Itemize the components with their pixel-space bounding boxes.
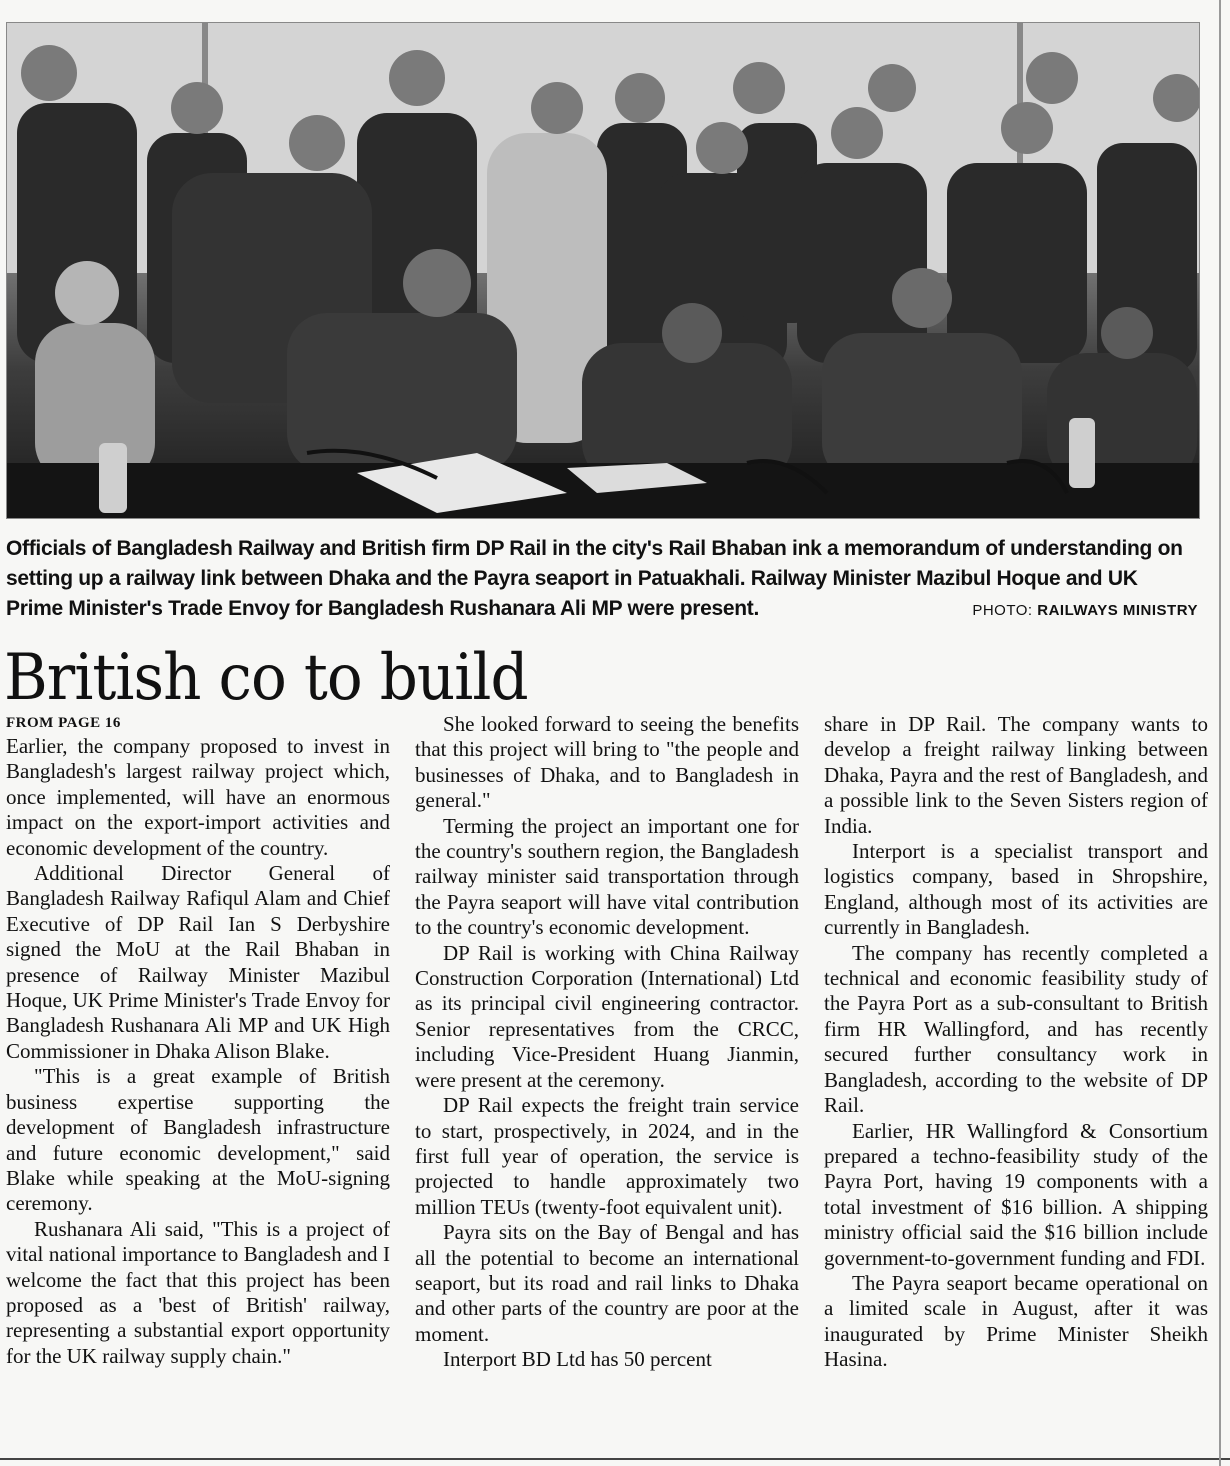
article-column-3	[824, 712, 1208, 1373]
from-page-label: FROM PAGE 16	[6, 715, 121, 731]
article-column-1	[6, 712, 390, 1369]
photo-credit	[972, 596, 1198, 626]
paragraph: The company has recently completed a technical and economic feasibility study of the Payra Port as a sub-consultant to British firm HR Wallingford, and has recently secured further consultancy work in Bangladesh, according to the website of DP Rail.	[824, 940, 1208, 1118]
paragraph: Additional Director General of Bangladesh Railway Rafiqul Alam and Chief Executive of DP Rail Ian S Derbyshire signed the MoU at the Rail Bhaban in presence of Railway Minister Mazibul Hoque, UK Prime Minister's Trade Envoy for Bangladesh Rushanara Ali MP and UK High Commissioner in Dhaka Alison Blake.	[6, 861, 390, 1063]
photo-illustration	[7, 23, 1199, 518]
paragraph: Interport BD Ltd has 50 percent	[443, 1347, 712, 1372]
news-photo	[6, 22, 1200, 519]
article-column-2	[415, 712, 799, 1373]
article-headline: British co to build	[4, 641, 528, 715]
paragraph: Payra sits on the Bay of Bengal and has all the potential to become an international seaport, but its road and rail links to Dhaka and other parts of the country are poor at the moment.	[415, 1220, 799, 1346]
paragraph: Rushanara Ali said, "This is a project of vital national importance to Bangladesh and I welcome the fact that this project has been proposed as a 'best of British' railway, representing a substantial export opportunity for the UK railway supply chain."	[6, 1216, 390, 1368]
paragraph: She looked forward to seeing the benefits that this project will bring to "the people and businesses of Dhaka, and to Bangladesh in general."	[415, 712, 799, 813]
paragraph: Interport is a specialist transport and logistics company, based in Shropshire, England, although most of its activities are currently in Bangladesh.	[824, 839, 1208, 940]
bottom-divider	[0, 1458, 1230, 1460]
paragraph: "This is a great example of British business expertise supporting the development of Bangladesh infrastructure and future economic development," said Blake while speaking at the MoU-signing ceremony.	[6, 1064, 390, 1216]
paragraph: Terming the project an important one for the country's southern region, the Bangladesh railway minister said transportation through the Payra seaport will have vital contribution to the country's economic development.	[415, 813, 799, 940]
credit-label: PHOTO:	[972, 602, 1033, 619]
paragraph: The Payra seaport became operational on a limited scale in August, after it was inaugurated by Prime Minister Sheikh Hasina.	[824, 1270, 1208, 1372]
page-edge-divider	[1219, 0, 1221, 1466]
caption-text: Officials of Bangladesh Railway and British firm DP Rail in the city's Rail Bhaban ink a memorandum of understanding on setting up a railway link between Dhaka and the Payra seaport in Patuakhali. Railway Minister Mazibul Hoque and UK Prime Minister's Trade Envoy for Bangladesh Rushanara Ali MP were present.	[6, 537, 1183, 620]
paragraph: Earlier, the company proposed to invest in Bangladesh's largest railway project which, once implemented, will have an enormous impact on the export-import activities and economic development of the country.	[6, 734, 390, 860]
paragraph: DP Rail expects the freight train service to start, prospectively, in 2024, and in the first full year of operation, the service is projected to handle approximately two million TEUs (twenty-foot equivalent unit).	[415, 1093, 799, 1219]
paragraph: Earlier, HR Wallingford & Consortium prepared a techno-feasibility study of the Payra Port, having 19 components with a total investment of $16 billion. A shipping ministry official said the $16 billion include government-to-government funding and FDI.	[824, 1118, 1208, 1270]
credit-source: RAILWAYS MINISTRY	[1037, 602, 1198, 619]
paragraph: share in DP Rail. The company wants to develop a freight railway linking between Dhaka, Payra and the rest of Bangladesh, and a possible link to the Seven Sisters region of India.	[824, 712, 1208, 838]
paragraph: DP Rail is working with China Railway Construction Corporation (International) Ltd as its principal civil engineering contractor. Senior representatives from the CRCC, including Vice-President Huang Jianmin, were present at the ceremony.	[415, 940, 799, 1092]
photo-caption	[6, 534, 1198, 626]
